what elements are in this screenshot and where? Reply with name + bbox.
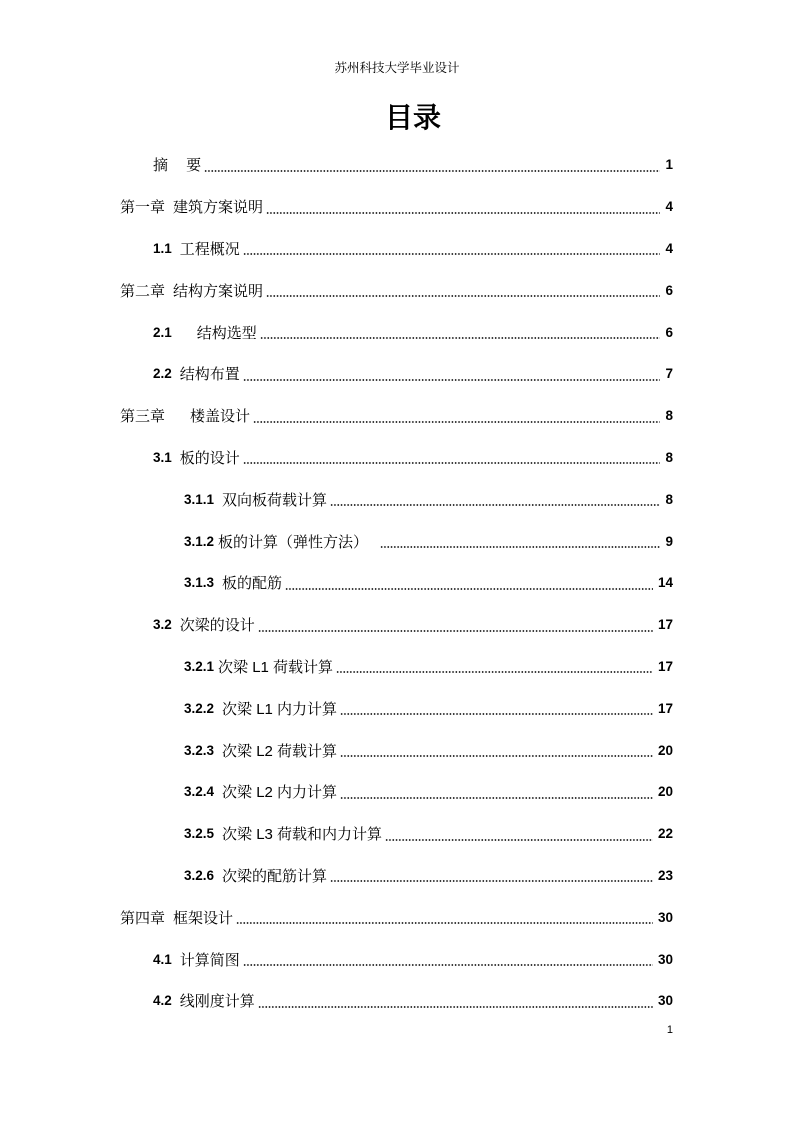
toc-leader-dots [266, 212, 660, 214]
toc-entry-number: 3.2.2 [184, 700, 215, 716]
toc-leader-dots [285, 588, 653, 590]
toc-entry-title: 板的设计 [179, 449, 240, 467]
toc-entry-page: 30 [657, 993, 673, 1009]
toc-entry-title: 双向板荷载计算 [222, 491, 328, 509]
toc-leader-dots [260, 337, 661, 339]
toc-entry-page: 4 [665, 240, 673, 256]
toc-leader-dots [340, 713, 653, 715]
toc-entry-title: 结构布置 [179, 366, 240, 384]
toc-entry-number: 第四章 [120, 909, 166, 927]
toc-entry-page: 17 [657, 658, 673, 674]
toc-entry-page: 1 [665, 157, 673, 173]
toc-entry-page: 6 [665, 282, 673, 298]
toc-entry-number: 4.1 [153, 951, 172, 967]
toc-entry-1-1 [0, 228, 794, 270]
toc-entry-page: 6 [665, 324, 673, 340]
toc-entry-number: 3.2.5 [184, 826, 215, 842]
toc-entry-title: 次梁 L2 内力计算 [222, 784, 338, 802]
toc-entry-title: 结构方案说明 [173, 282, 264, 300]
toc-entry-page: 20 [657, 784, 673, 800]
toc-entry-number: 第三章 [120, 408, 166, 426]
toc-entry-title: 计算简图 [179, 951, 240, 969]
toc-entry-title: 次梁 L2 荷载计算 [222, 742, 338, 760]
toc-entry-title: 框架设计 [173, 909, 234, 927]
toc-leader-dots [340, 797, 653, 799]
toc-leader-dots [258, 630, 653, 632]
toc-entry-3-2 [0, 604, 794, 646]
toc-leader-dots [385, 839, 653, 841]
toc-entry-number: 3.1 [153, 449, 172, 465]
toc-entry-number: 3.1.3 [184, 575, 215, 591]
toc-entry-title: 次梁 L1 内力计算 [222, 700, 338, 718]
toc-entry-number: 3.2.3 [184, 742, 215, 758]
toc-leader-dots [336, 671, 653, 673]
toc-entry-chapter-4 [0, 896, 794, 938]
toc-leader-dots [243, 964, 653, 966]
toc-entry-page: 4 [665, 199, 673, 215]
toc-entry-number: 3.1.1 [184, 491, 215, 507]
toc-entry-title: 线刚度计算 [179, 993, 255, 1011]
toc-entry-title: 摘 要 [153, 157, 202, 175]
toc-entry-3-2-1 [0, 646, 794, 688]
toc-entry-chapter-2 [0, 269, 794, 311]
toc-entry-number: 第二章 [120, 282, 166, 300]
toc-entry-number: 4.2 [153, 993, 172, 1009]
toc-entry-page: 9 [665, 533, 673, 549]
toc-entry-page: 7 [665, 366, 673, 382]
toc-entry-title: 次梁的设计 [179, 617, 255, 635]
toc-entry-title: 板的计算（弹性方法） [218, 533, 369, 551]
toc-entry-number: 2.2 [153, 366, 172, 382]
toc-entry-3-2-2 [0, 687, 794, 729]
toc-leader-dots [380, 546, 660, 548]
toc-entry-page: 8 [665, 449, 673, 465]
toc-entry-number: 第一章 [120, 199, 166, 217]
toc-title: 目录 [384, 102, 441, 133]
toc-leader-dots [243, 462, 661, 464]
toc-entry-number: 3.2.6 [184, 867, 215, 883]
toc-entry-number: 3.2.1 [184, 658, 215, 674]
toc-entry-3-1 [0, 437, 794, 479]
toc-entry-3-1-3 [0, 562, 794, 604]
toc-entry-page: 14 [657, 575, 673, 591]
toc-entry-page: 30 [657, 909, 673, 925]
toc-entry-number: 2.1 [153, 324, 172, 340]
toc-entry-number: 3.2 [153, 617, 172, 633]
toc-entry-4-1 [0, 938, 794, 980]
toc-leader-dots [330, 880, 653, 882]
toc-entry-number: 3.2.4 [184, 784, 215, 800]
toc-entry-3-2-5 [0, 813, 794, 855]
toc-entry-title: 建筑方案说明 [173, 199, 264, 217]
toc-entry-3-2-6 [0, 855, 794, 897]
toc-leader-dots [236, 922, 653, 924]
toc-leader-dots [253, 421, 660, 423]
toc-leader-dots [266, 295, 660, 297]
toc-leader-dots [258, 1006, 653, 1008]
toc-entry-3-2-3 [0, 729, 794, 771]
toc-entry-title: 板的配筋 [222, 575, 283, 593]
toc-entry-title: 结构选型 [196, 324, 257, 342]
toc-entry-page: 23 [657, 867, 673, 883]
toc-entry-number: 3.1.2 [184, 533, 215, 549]
toc-entry-page: 17 [657, 617, 673, 633]
toc-leader-dots [204, 170, 660, 172]
toc-entry-title: 次梁的配筋计算 [222, 867, 328, 885]
page-header: 苏州科技大学毕业设计 [334, 61, 460, 75]
toc-entry-title: 工程概况 [179, 240, 240, 258]
toc-entry-3-1-1 [0, 478, 794, 520]
toc-entry-number: 1.1 [153, 240, 172, 256]
toc-entry-chapter-1 [0, 186, 794, 228]
toc-leader-dots [340, 755, 653, 757]
toc-entry-page: 8 [665, 408, 673, 424]
toc-entry-page: 8 [665, 491, 673, 507]
toc-entry-2-1 [0, 311, 794, 353]
toc-entry-page: 17 [657, 700, 673, 716]
toc-entry-title: 次梁 L1 荷载计算 [218, 658, 334, 676]
toc-leader-dots [330, 504, 660, 506]
toc-entry-page: 20 [657, 742, 673, 758]
toc-entry-2-2 [0, 353, 794, 395]
toc-entry-page: 22 [657, 826, 673, 842]
footer-page-number: 1 [666, 1024, 673, 1036]
toc-entry-abstract [0, 144, 794, 186]
toc-entry-title: 楼盖设计 [190, 408, 251, 426]
toc-entry-3-1-2 [0, 520, 794, 562]
toc-entry-chapter-3 [0, 395, 794, 437]
toc-leader-dots [243, 379, 661, 381]
toc-entry-page: 30 [657, 951, 673, 967]
toc-entry-4-2 [0, 980, 794, 1022]
toc-entry-title: 次梁 L3 荷载和内力计算 [222, 826, 383, 844]
toc-leader-dots [243, 253, 661, 255]
table-of-contents [0, 144, 794, 1022]
toc-entry-3-2-4 [0, 771, 794, 813]
